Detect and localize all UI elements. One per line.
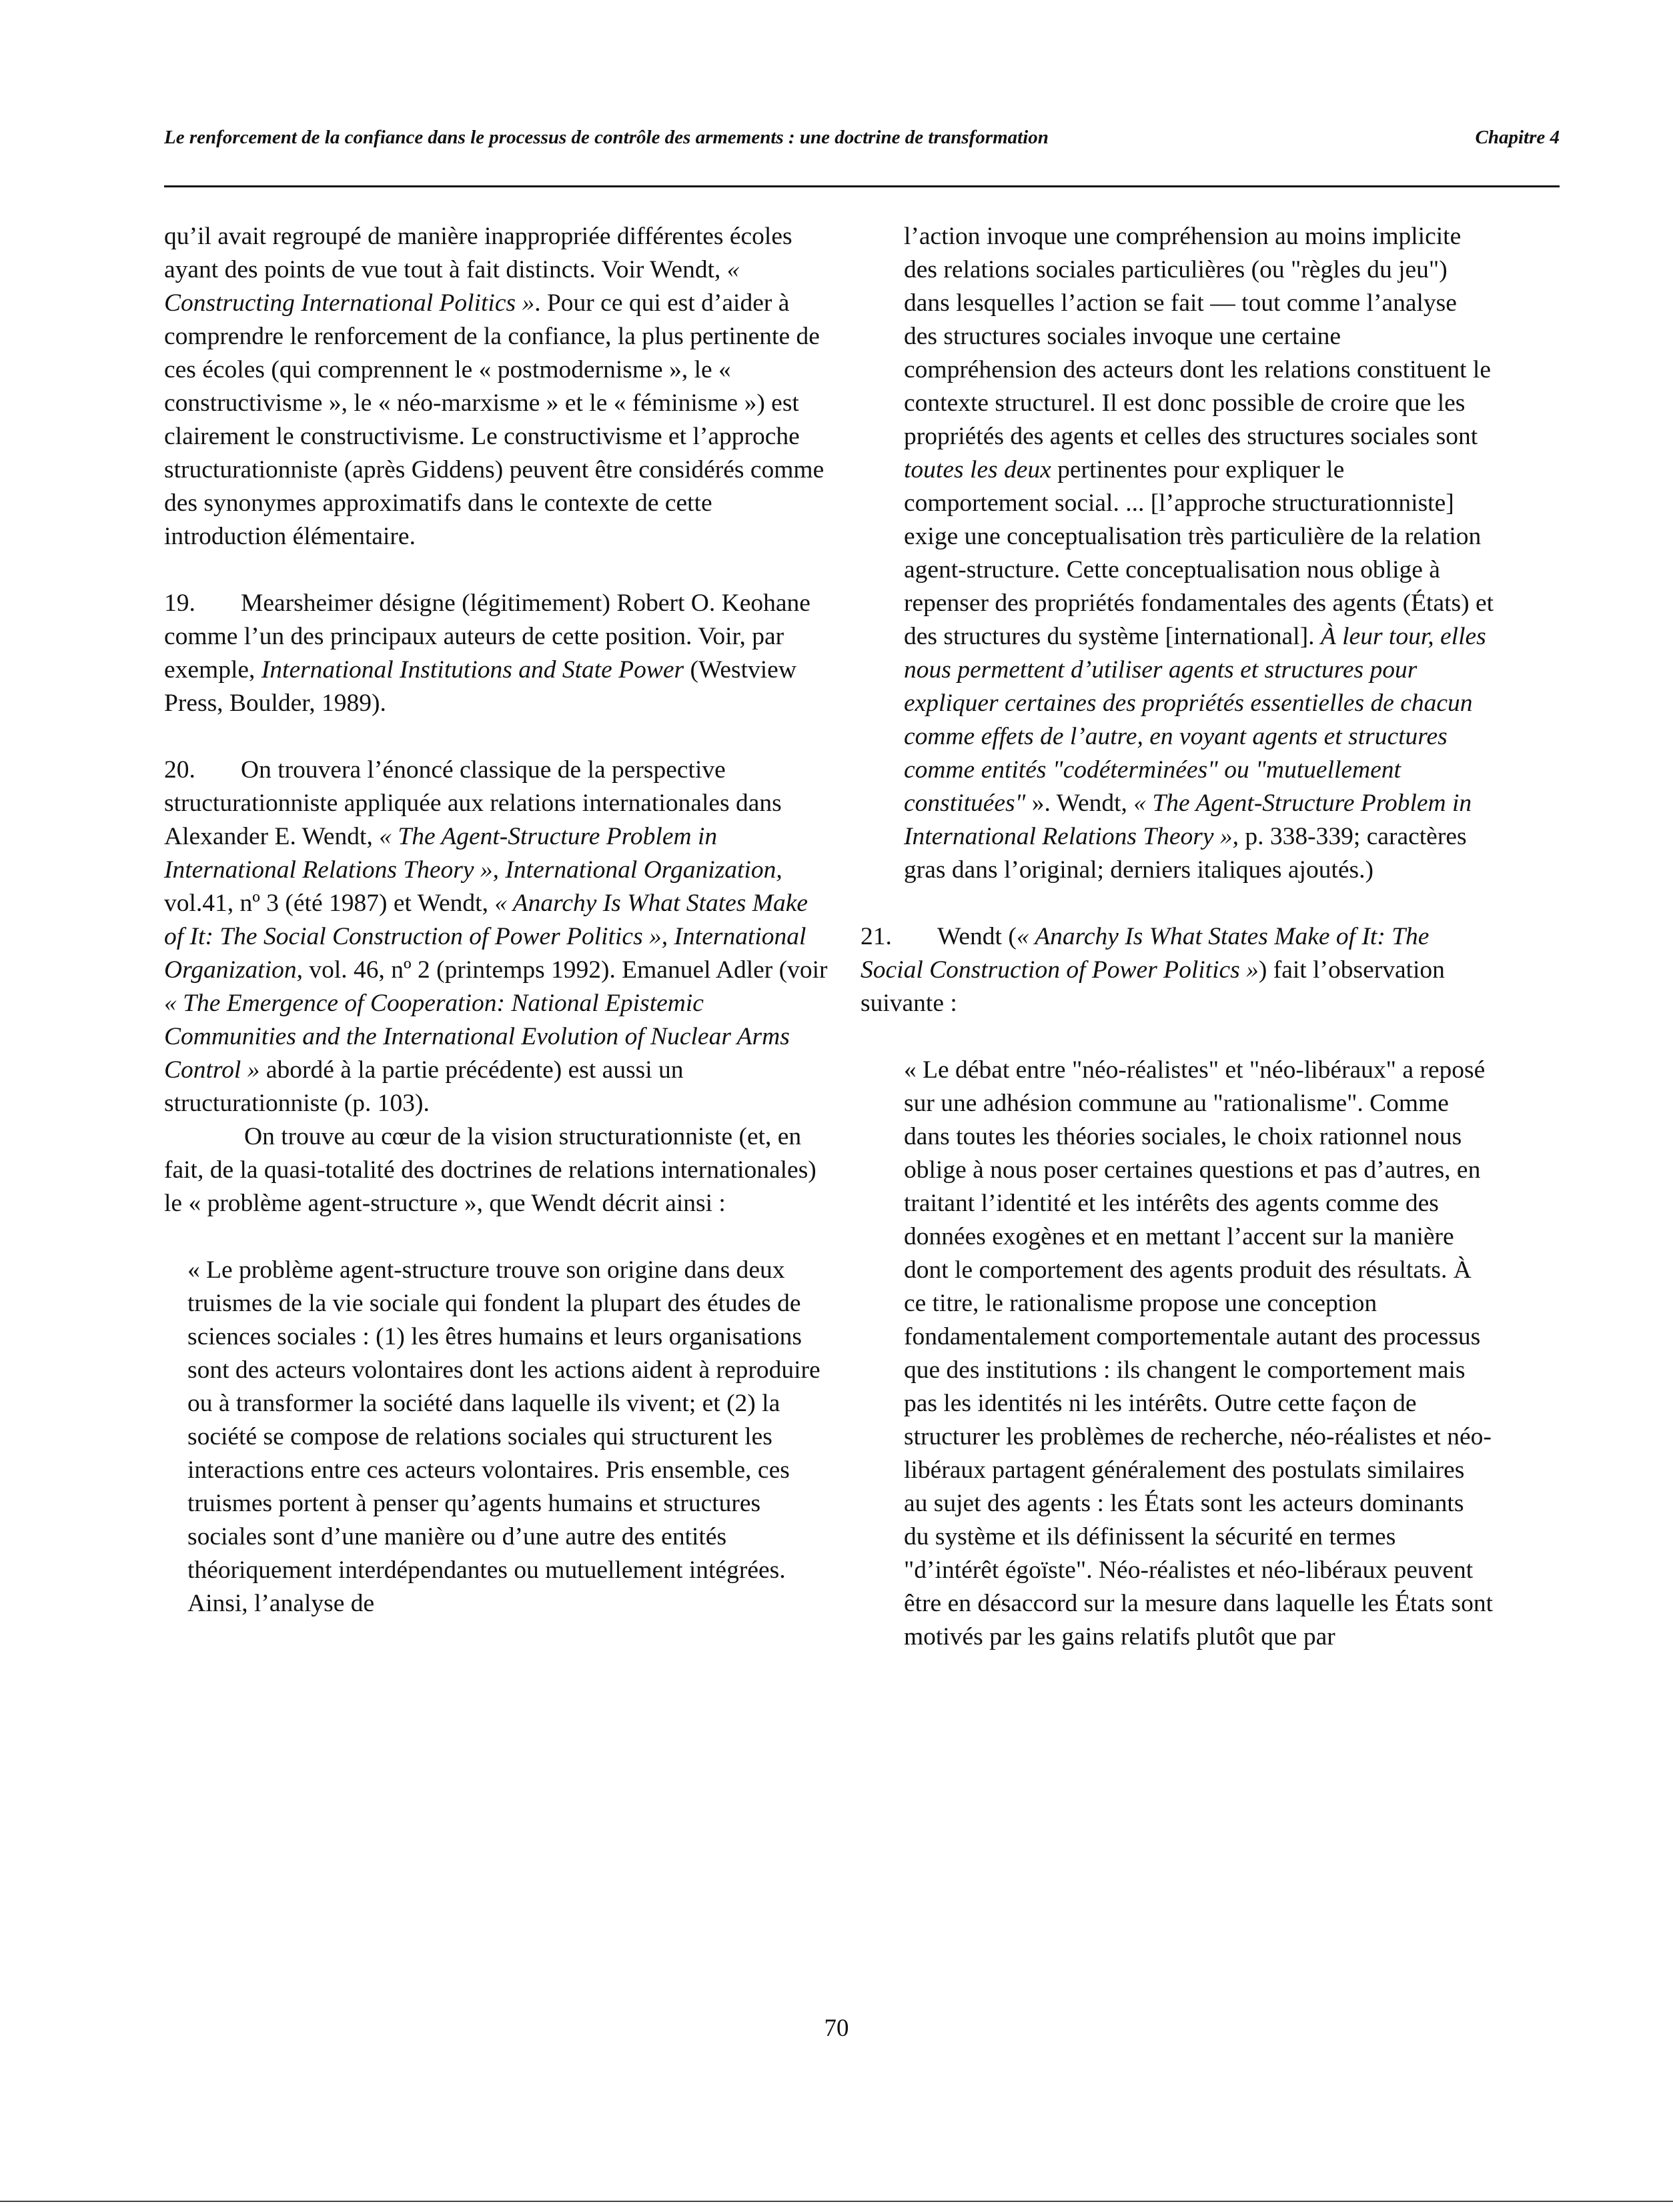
- paragraph: qu’il avait regroupé de manière inappropriée différentes écoles ayant des points de vue tout à fait distincts. Voir Wendt, « Constructing International Politics ». Pour ce qui est d’aider à comprendre le renforcement de la confiance, la plus pertinente de ces écoles (qui comprennent le « postmodernisme », le « constructivisme », le « néo-marxisme » et le « féminisme ») est clairement le constructivisme. Le constructivisme et l’approche structurationniste (après Giddens) peuvent être considérés comme des synonymes approximatifs dans le contexte de cette introduction élémentaire.: [164, 223, 824, 550]
- paragraph: On trouve au cœur de la vision structurationniste (et, en fait, de la quasi-totalité des doctrines de relations internationales) le « problème agent-structure », que Wendt décrit ainsi :: [164, 1123, 816, 1217]
- right-column: [861, 220, 1494, 1654]
- header-title: Le renforcement de la confiance dans le processus de contrôle des armements : une doctrine de transformation: [164, 127, 1049, 148]
- footnote-21: 21. Wendt (« Anarchy Is What States Make of It: The Social Construction of Power Politics ») fait l’observation suivante :: [861, 920, 1494, 1020]
- footnote-number: 19.: [164, 590, 195, 617]
- header-rule: [164, 185, 1560, 187]
- footnote-number: 21.: [861, 923, 892, 950]
- left-column: [164, 220, 831, 1620]
- footnote-20: 20. On trouvera l’énoncé classique de la perspective structurationniste appliquée aux relations internationales dans Alexander E. Wendt, « The Agent-Structure Problem in International Relations Theory », International Organization, vol.41, nº 3 (été 1987) et Wendt, « Anarchy Is What States Make of It: The Social Construction of Power Politics », International Organization, vol. 46, nº 2 (printemps 1992). Emanuel Adler (voir « The Emergence of Cooperation: National Epistemic Communities and the International Evolution of Nuclear Arms Control » abordé à la partie précédente) est aussi un structurationniste (p. 103).: [164, 754, 831, 1120]
- running-header: [164, 127, 1560, 149]
- block-quote: « Le débat entre "néo-réalistes" et "néo-libéraux" a reposé sur une adhésion commune au "rationalisme". Comme dans toutes les théories sociales, le choix rationnel nous oblige à nous poser certaines questions et pas d’autres, en traitant l’identité et les intérêts des agents comme des données exogènes et en mettant l’accent sur la manière dont le comportement des agents produit des résultats. À ce titre, le rationalisme propose une conception fondamentalement comportementale autant des processus que des institutions : ils changent le comportement mais pas les identités ni les intérêts. Outre cette façon de structurer les problèmes de recherche, néo-réalistes et néo-libéraux partagent généralement des postulats similaires au sujet des agents : les États sont les acteurs dominants du système et ils définissent la sécurité en termes "d’intérêt égoïste". Néo-réalistes et néo-libéraux peuvent être en désaccord sur la mesure dans laquelle les États sont motivés par les gains relatifs plutôt que par: [904, 1056, 1494, 1650]
- header-chapter: Chapitre 4: [1475, 127, 1560, 148]
- bottom-edge: [0, 2201, 1673, 2202]
- page-number: 70: [824, 2015, 849, 2042]
- footnote-number: 20.: [164, 756, 195, 784]
- block-quote-continued: l’action invoque une compréhension au moins implicite des relations sociales particulières (ou "règles du jeu") dans lesquelles l’action se fait — tout comme l’analyse des structures sociales invoque une certaine compréhension des acteurs dont les relations constituent le contexte structurel. Il est donc possible de croire que les propriétés des agents et celles des structures sociales sont toutes les deux pertinentes pour expliquer le comportement social. ... [l’approche structurationniste] exige une conceptualisation très particulière de la relation agent-structure. Cette conceptualisation nous oblige à repenser des propriétés fondamentales des agents (États) et des structures du système [international]. À leur tour, elles nous permettent d’utiliser agents et structures pour expliquer certaines des propriétés essentielles de chacun comme effets de l’autre, en voyant agents et structures comme entités "codéterminées" ou "mutuellement constituées" ». Wendt, « The Agent-Structure Problem in International Relations Theory », p. 338-339; caractères gras dans l’original; derniers italiques ajoutés.): [904, 223, 1494, 884]
- block-quote: « Le problème agent-structure trouve son origine dans deux truismes de la vie sociale qui fondent la plupart des études de sciences sociales : (1) les êtres humains et leurs organisations sont des acteurs volontaires dont les actions aident à reproduire ou à transformer la société dans laquelle ils vivent; et (2) la société se compose de relations sociales qui structurent les interactions entre ces acteurs volontaires. Pris ensemble, ces truismes portent à penser qu’agents humains et structures sociales sont d’une manière ou d’une autre des entités théoriquement interdépendantes ou mutuellement intégrées. Ainsi, l’analyse de: [187, 1256, 820, 1617]
- footnote-19: 19. Mearsheimer désigne (légitimement) Robert O. Keohane comme l’un des principaux auteurs de cette position. Voir, par exemple, International Institutions and State Power (Westview Press, Boulder, 1989).: [164, 587, 831, 720]
